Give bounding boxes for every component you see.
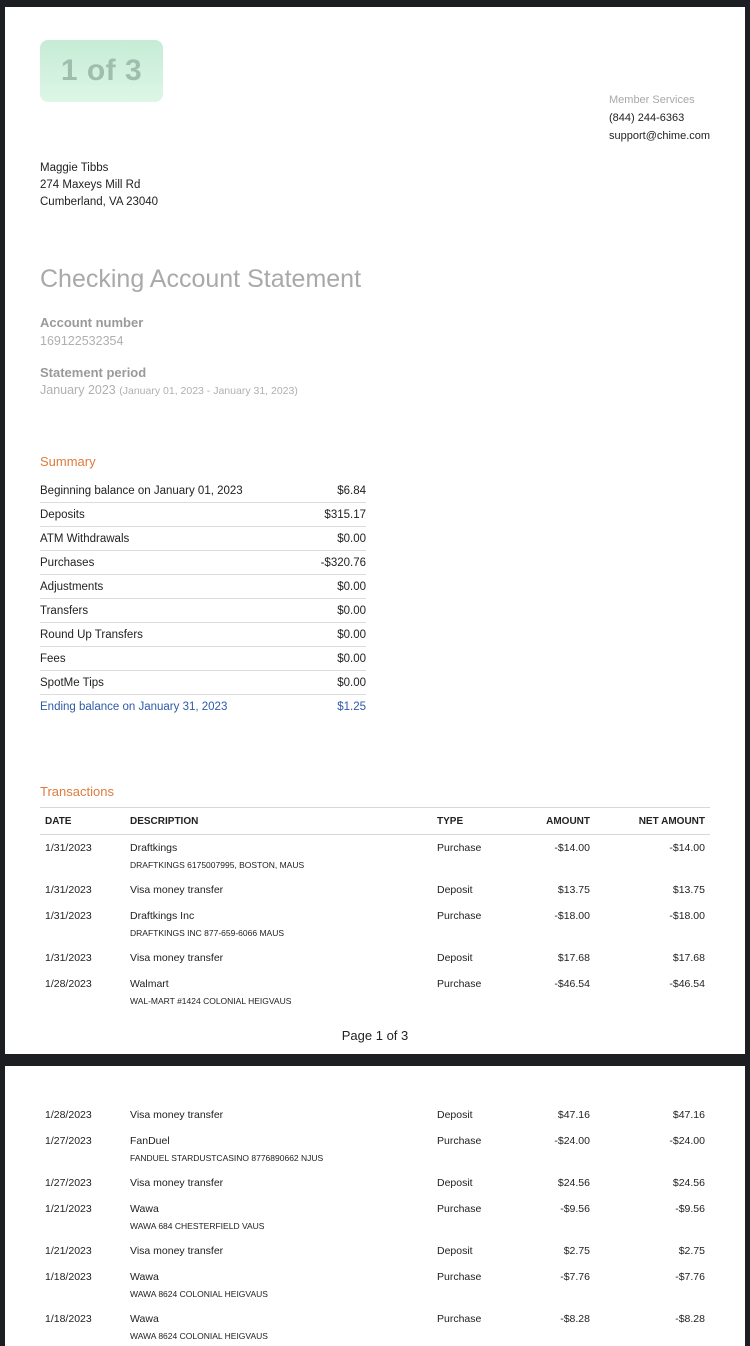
summary-value: $1.25 [337,700,366,713]
tx-amount: -$7.76 [560,1271,590,1283]
col-date: DATE [45,816,72,827]
tx-type: Deposit [437,952,473,964]
tx-merchant-detail: WAWA 8624 COLONIAL HEIGVAUS [130,1331,268,1341]
table-row [40,1102,710,1128]
summary-label: Round Up Transfers [40,628,143,641]
tx-net-amount: $17.68 [672,952,705,964]
transactions-table-continued [40,1102,710,1346]
tx-net-amount: -$14.00 [669,842,705,854]
tx-description: Visa money transfer [130,884,224,896]
summary-label: Beginning balance on January 01, 2023 [40,484,243,497]
tx-merchant-detail: FANDUEL STARDUSTCASINO 8776890662 NJUS [130,1153,324,1163]
tx-date: 1/21/2023 [45,1203,92,1215]
summary-value: -$320.76 [320,556,366,569]
summary-value: $6.84 [337,484,366,497]
tx-date: 1/27/2023 [45,1135,92,1147]
tx-description: Draftkings Inc [130,910,195,922]
tx-amount: -$46.54 [554,978,590,990]
transactions-header [40,807,710,835]
summary-value: $0.00 [337,628,366,641]
tx-description: Visa money transfer [130,1177,224,1189]
account-number-label: Account number [40,315,144,330]
transactions-body-page2 [40,1102,710,1346]
tx-description: Wawa [130,1271,159,1283]
summary-row [40,671,366,695]
summary-row [40,575,366,599]
statement-page-1 [5,7,745,1054]
tx-description: Wawa [130,1313,159,1325]
col-net-amount: NET AMOUNT [638,816,705,827]
summary-heading: Summary [40,454,96,469]
account-number-value: 169122532354 [40,334,124,348]
transactions-body-page1 [40,835,710,1013]
summary-label: Deposits [40,508,85,521]
table-row [40,1306,710,1346]
transactions-table [40,807,710,1013]
tx-net-amount: $13.75 [672,884,705,896]
summary-value: $0.00 [337,580,366,593]
summary-table [40,479,366,718]
tx-date: 1/31/2023 [45,952,92,964]
tx-amount: $13.75 [557,884,590,896]
summary-row [40,647,366,671]
summary-row-ending-balance [40,695,366,718]
transactions-heading: Transactions [40,784,114,799]
tx-date: 1/21/2023 [45,1245,92,1257]
member-services-phone[interactable]: (844) 244-6363 [609,112,685,124]
summary-label: Fees [40,652,66,665]
tx-net-amount: -$7.76 [675,1271,705,1283]
summary-row [40,479,366,503]
table-row [40,1170,710,1196]
summary-value: $0.00 [337,532,366,545]
tx-date: 1/18/2023 [45,1271,92,1283]
table-row [40,1238,710,1264]
table-row [40,971,710,1013]
summary-row [40,623,366,647]
member-services-label: Member Services [609,94,695,106]
table-row [40,1196,710,1238]
summary-value: $315.17 [324,508,366,521]
tx-description: Walmart [130,978,169,990]
tx-net-amount: -$9.56 [675,1203,705,1215]
tx-net-amount: -$46.54 [669,978,705,990]
tx-merchant-detail: DRAFTKINGS INC 877-659-6066 MAUS [130,928,284,938]
col-amount: AMOUNT [546,816,590,827]
summary-label: ATM Withdrawals [40,532,130,545]
tx-date: 1/27/2023 [45,1177,92,1189]
summary-label: SpotMe Tips [40,676,104,689]
tx-amount: -$8.28 [560,1313,590,1325]
tx-net-amount: -$18.00 [669,910,705,922]
address-line1: 274 Maxeys Mill Rd [40,179,141,191]
tx-type: Purchase [437,1203,482,1215]
tx-date: 1/31/2023 [45,884,92,896]
summary-row [40,503,366,527]
tx-type: Deposit [437,1177,473,1189]
tx-description: Wawa [130,1203,159,1215]
tx-amount: $17.68 [557,952,590,964]
tx-net-amount: -$24.00 [669,1135,705,1147]
statement-title: Checking Account Statement [40,265,362,293]
tx-description: Visa money transfer [130,1109,224,1121]
statement-period-label: Statement period [40,365,147,380]
tx-type: Purchase [437,978,482,990]
tx-type: Purchase [437,1135,482,1147]
table-row [40,1128,710,1170]
tx-merchant-detail: WAWA 684 CHESTERFIELD VAUS [130,1221,265,1231]
tx-merchant-detail: WAL-MART #1424 COLONIAL HEIGVAUS [130,996,292,1006]
customer-name: Maggie Tibbs [40,162,109,174]
tx-type: Deposit [437,1109,473,1121]
statement-period-month: January 2023 [40,383,116,397]
summary-label: Adjustments [40,580,104,593]
page-count-badge: 1 of 3 [40,40,163,102]
statement-page-2 [5,1066,745,1346]
member-services-email[interactable]: support@chime.com [609,130,711,142]
tx-description: Draftkings [130,842,178,854]
tx-description: Visa money transfer [130,1245,224,1257]
tx-type: Deposit [437,1245,473,1257]
tx-amount: $2.75 [563,1245,590,1257]
table-row [40,1264,710,1306]
address-line2: Cumberland, VA 23040 [40,196,159,208]
col-type: TYPE [437,816,464,827]
tx-net-amount: $24.56 [672,1177,705,1189]
summary-label: Purchases [40,556,95,569]
tx-merchant-detail: WAWA 8624 COLONIAL HEIGVAUS [130,1289,268,1299]
tx-amount: -$9.56 [560,1203,590,1215]
col-description: DESCRIPTION [130,816,199,827]
tx-date: 1/31/2023 [45,910,92,922]
tx-amount: $24.56 [557,1177,590,1189]
page-number: Page 1 of 3 [341,1028,409,1043]
tx-amount: $47.16 [557,1109,590,1121]
summary-value: $0.00 [337,604,366,617]
member-services [609,91,710,145]
tx-amount: -$14.00 [554,842,590,854]
summary-row [40,551,366,575]
tx-date: 1/28/2023 [45,978,92,990]
tx-type: Deposit [437,884,473,896]
summary-row [40,599,366,623]
summary-row [40,527,366,551]
tx-type: Purchase [437,910,482,922]
summary-value: $0.00 [337,676,366,689]
table-row [40,877,710,903]
tx-merchant-detail: DRAFTKINGS 6175007995, BOSTON, MAUS [130,860,305,870]
table-row [40,835,710,877]
tx-net-amount: $47.16 [672,1109,705,1121]
tx-net-amount: -$8.28 [675,1313,705,1325]
summary-value: $0.00 [337,652,366,665]
tx-type: Purchase [437,1271,482,1283]
statement-period-value [40,383,298,397]
tx-description: Visa money transfer [130,952,224,964]
statement-period-range: (January 01, 2023 - January 31, 2023) [119,385,298,397]
tx-amount: -$18.00 [554,910,590,922]
table-row [40,903,710,945]
tx-amount: -$24.00 [554,1135,590,1147]
tx-description: FanDuel [130,1135,170,1147]
tx-net-amount: $2.75 [678,1245,705,1257]
tx-type: Purchase [437,1313,482,1325]
summary-label: Transfers [40,604,89,617]
tx-date: 1/18/2023 [45,1313,92,1325]
tx-date: 1/31/2023 [45,842,92,854]
table-row [40,945,710,971]
summary-label: Ending balance on January 31, 2023 [40,700,228,713]
tx-type: Purchase [437,842,482,854]
tx-date: 1/28/2023 [45,1109,92,1121]
customer-address [40,160,158,211]
